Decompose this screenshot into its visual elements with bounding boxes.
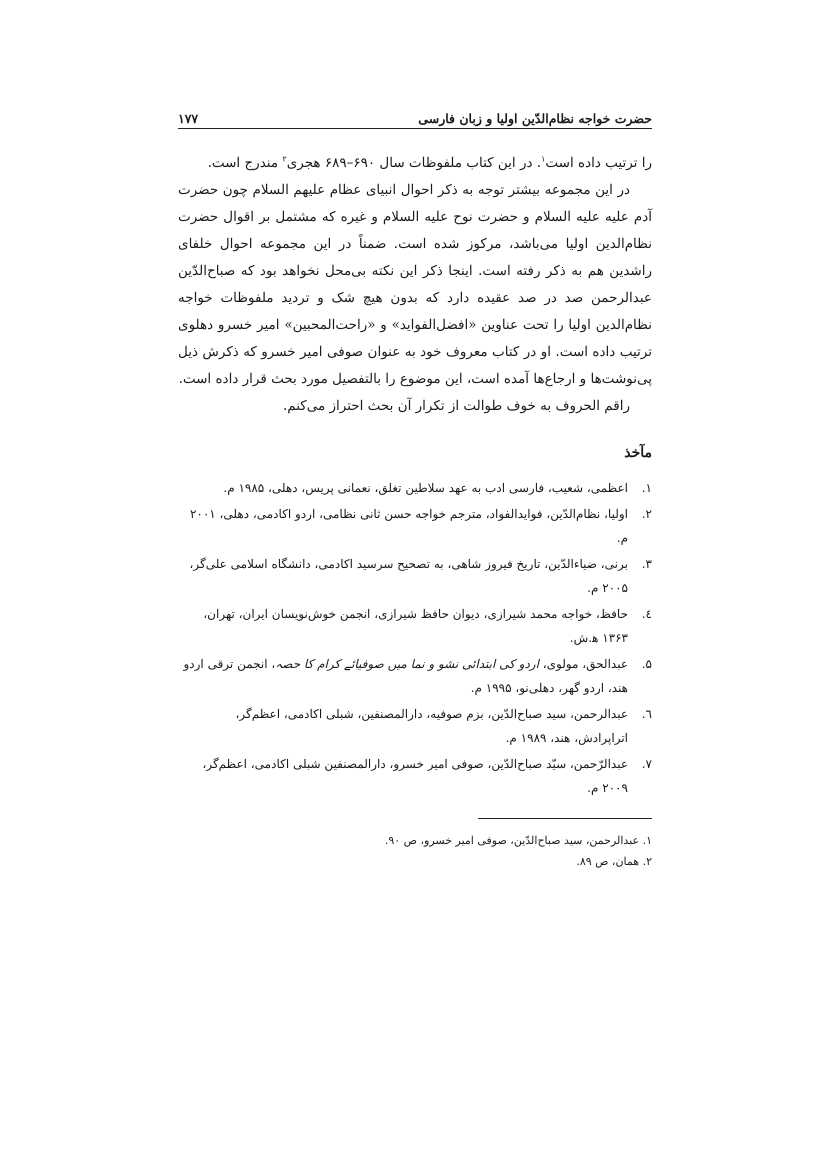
- paragraph-1: [178, 150, 652, 177]
- body-text: [178, 150, 652, 420]
- reference-item: [178, 476, 652, 500]
- paragraph-3: راقم الحروف به خوف طوالت از تکرار آن بحث احتراز می‌کنم.: [282, 398, 630, 414]
- footnote-ref-1: ۱: [541, 154, 546, 164]
- reference-item: [178, 752, 652, 800]
- page-number: ۱۷۷: [178, 111, 199, 126]
- reference-number: ۱.: [641, 481, 652, 495]
- reference-item: [178, 702, 652, 750]
- reference-text: برنی، ضیاءالدّین، تاریخ فیروز شاهی، به تصحیح سرسید اکادمی، دانشگاه اسلامی علی‌گر، ۲۰۰۵ م.: [189, 557, 628, 595]
- paragraph-2: در این مجموعه بیشتر توجه به ذکر احوال انبیای عظام علیهم السلام چون حضرت آدم علیه علیه السلام و حضرت نوح علیه السلام و غیره که مشتمل بر اقوال حضرت نظام‌الدین اولیا می‌باشد، مرکوز شده است. ضمناً در این مجموعه احوال خلفای راشدین هم به ذکر رفته است. اینجا ذکر این نکته بی‌محل نخواهد بود که صباح‌الدّین عبدالرحمن صد در صد عقیده دارد که بدون هیچ شک و تردید ملفوظات خواجه نظام‌الدین اولیا را تحت عناوین «افضل‌الفواید» و «راحت‌المحبین» امیر خسرو دهلوی ترتیب داده است. او در کتاب معروف خود به عنوان صوفی امیر خسرو که ذکرش ذیل پی‌نوشت‌ها و ارجاع‌ها آمده است، این موضوع را بالتفصیل مورد بحث قرار داده است.: [178, 182, 652, 387]
- reference-item: [178, 502, 652, 550]
- reference-number: ٤.: [641, 607, 652, 621]
- paragraph-1-text-c: مندرج است.: [207, 155, 283, 171]
- reference-text: عبدالرحمن، سید صباح‌الدّین، بزم صوفیه، دارالمصنفین، شبلی اکادمی، اعظم‌گر، اتراپرادش، هند، ۱۹۸۹ م.: [235, 707, 628, 745]
- footnote-ref-2: ۲: [282, 154, 287, 164]
- references-list: [178, 476, 652, 802]
- references-heading: مآخذ: [624, 445, 652, 461]
- reference-item: [178, 602, 652, 650]
- reference-text-b: ، انجمن ترقی اردو هند، اردو گهر، دهلی‌نو، ۱۹۹۵ م.: [183, 657, 628, 695]
- reference-text-a: عبدالحق، مولوی،: [538, 657, 628, 671]
- running-title: حضرت خواجه نظام‌الدّین اولیا و زبان فارسی: [418, 111, 652, 126]
- footnote-item: ۱. عبدالرحمن، سید صباح‌الدّین، صوفی امیر خسرو، ص ۹۰.: [384, 834, 652, 847]
- reference-text: عبدالرّحمن، سیّد صباح‌الدّین، صوفی امیر خسرو، دارالمصنفین شبلی اکادمی، اعظم‌گر، ۲۰۰۹ م.: [202, 757, 628, 795]
- reference-text: حافظ، خواجه محمد شیرازی، دیوان حافظ شیرازی، انجمن خوش‌نویسان ایران، تهران، ۱۳۶۳ ه‍.ش.: [203, 607, 628, 645]
- paragraph-1-text-a: را ترتیب داده است: [545, 155, 652, 171]
- reference-title-italic: اردو کی ابتدائی نشو و نما میں صوفیائے کرام کا حصہ: [275, 657, 539, 671]
- reference-text: اولیا، نظام‌الدّین، فوایدالفواد، مترجم خواجه حسن ثانی نظامی، اردو اکادمی، دهلی، ۲۰۰۱ م.: [189, 507, 628, 545]
- reference-number: ٦.: [641, 707, 652, 721]
- footnotes: [178, 830, 652, 872]
- reference-text: اعظمی، شعیب، فارسی ادب به عهد سلاطین تغلق، نعمانی پریس، دهلی، ۱۹۸۵ م.: [223, 481, 628, 495]
- reference-item: [178, 552, 652, 600]
- reference-number: ۳.: [641, 557, 652, 571]
- header-rule: [178, 128, 652, 129]
- footnote-item: ۲. همان، ص ۸۹.: [576, 855, 652, 868]
- reference-number: ۲.: [641, 507, 652, 521]
- reference-number: ۷.: [641, 757, 652, 771]
- reference-item: [178, 652, 652, 700]
- running-head: [178, 100, 652, 126]
- footnote-rule: [478, 818, 652, 819]
- paragraph-1-text-b: . در این کتاب ملفوظات سال ۶۹۰–۶۸۹ هجری: [286, 155, 542, 171]
- reference-number: ۵.: [641, 657, 652, 671]
